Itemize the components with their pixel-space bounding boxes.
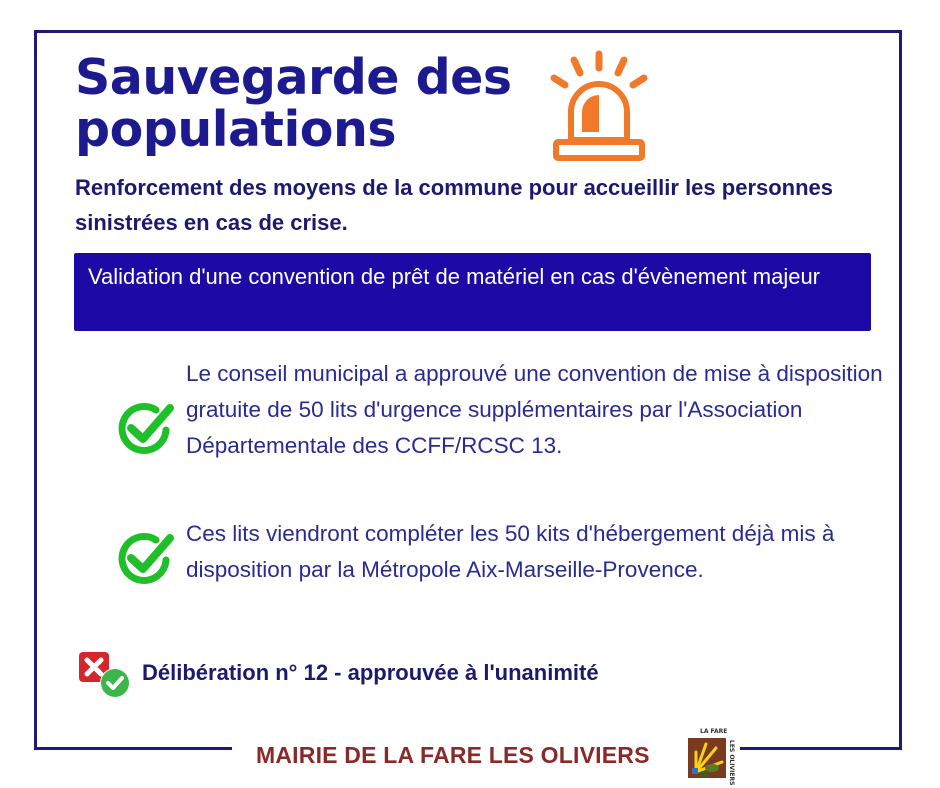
vote-result-icon xyxy=(77,650,133,700)
section-banner: Validation d'une convention de prêt de matériel en cas d'évènement majeur xyxy=(74,253,871,331)
mairie-name: MAIRIE DE LA FARE LES OLIVIERS xyxy=(256,742,650,768)
logo-text-top: LA FARE xyxy=(700,728,728,735)
deliberation-text: Délibération n° 12 - approuvée à l'unanimité xyxy=(142,660,599,685)
point-text-2: Ces lits viendront compléter les 50 kits d'hébergement déjà mis à disposition par la Métropole Aix-Marseille-Provence. xyxy=(186,521,835,582)
title-line-2: populations xyxy=(75,101,396,158)
page-title xyxy=(75,49,512,158)
alarm-light-icon xyxy=(546,48,652,164)
title-line-1: Sauvegarde des xyxy=(75,49,512,106)
check-circle-icon xyxy=(114,400,174,454)
check-circle-icon xyxy=(114,530,174,584)
point-text-1: Le conseil municipal a approuvé une convention de mise à disposition gratuite de 50 lits d'urgence supplémentaires par l'Association Départementale des CCFF/RCSC 13. xyxy=(186,361,883,458)
page-subtitle: Renforcement des moyens de la commune pour accueillir les personnes sinistrées en cas de crise. xyxy=(75,175,834,235)
logo-text-side: LES OLIVIERS xyxy=(728,740,735,786)
